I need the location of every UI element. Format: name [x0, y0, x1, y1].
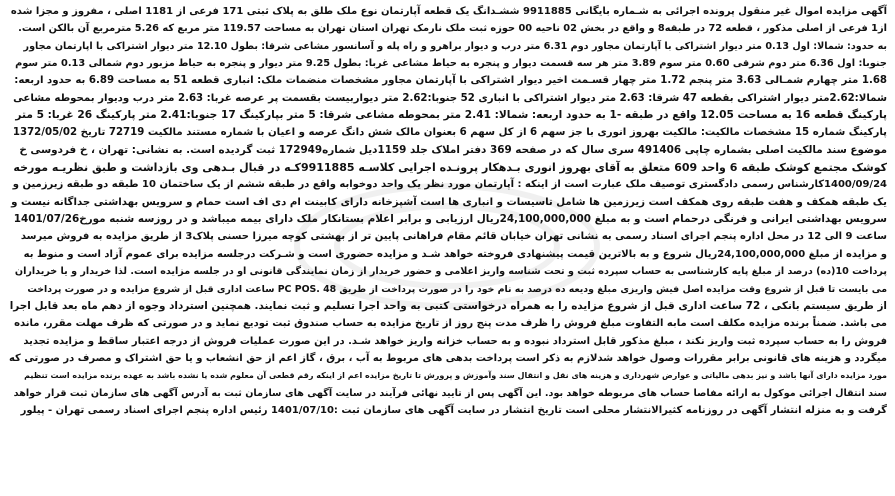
notice-line: می بایست تا قبل از شروع وقت مزایده اصل فیش واریزی مبلغ ودیعه ده درصد به نام خود را در صورت پرداخت از طریق PC POS. 48 ساعت اداری قبل از شروع مزایده و در صورت پرداخت: [27, 283, 887, 295]
notice-line: از طریق سیستم بانکی ، 72 ساعت اداری قبل از شروع مزایده را به همراه درخواستی کتبی به واحد اجرا تسلیم و ثبت نمایند. همچنین استرداد وجوه از دهم ماه بعد قابل اجرا: [9, 299, 887, 312]
notice-line: به حدود: شمالا: اول 0.13 متر دیوار اشتراکی با آپارتمان مجاور دوم 6.31 متر درب و دیوار براهرو و راه پله و آسانسور مشاعی شرقا: بطول 12.10 متر دیوار اشتراکی با اپارتمان مجاور: [23, 40, 887, 52]
notice-line: پارکینگ شماره 15 مشخصات مالکیت: مالکیت بهروز انوری با جز سهم 6 از کل سهم 6 بعنوان مالک شش دانگ عرصه و اعیان با شماره مستند مالکیت 72719 تاریخ 1372/05/02: [12, 127, 887, 139]
notice-line: موضوع سند مالکیت اصلی بشماره چاپی 491406 سری سال که در صفحه 369 دفتر املاک جلد 1159دیل شماره172949 ثبت گردیده است. به نشانی: تهران ، خ فردوسی خ: [19, 143, 887, 156]
notice-line: آگهی مزایده اموال غیر منقول پرونده اجرائی به شـماره بایگانی 9911885 ششـدانگ یک قطعه آپارتمان نوع ملک طلق به پلاک ثبتی 171 فرعی از 1181 اصلی ، مفروز و مجزا شده: [10, 6, 887, 17]
notice-line: می باشد. ضمناً برنده مزایده مکلف است مابه التفاوت مبلغ فروش را ظرف مدت پنج روز از تاریخ مزایده به حساب صندوق ثبت تودیع نماید و در صورتی که ظرف مهلت مقرر، مانده: [14, 318, 887, 330]
notice-line: میگردد و هزینه های قانونی برابر مقررات وصول خواهد شدلازم به ذکر است پرداخت بدهی های مربوط به آب ، برق ، گاز اعم از حق انشعاب و یا حق اشتراک و مصرف در صورتی که: [8, 352, 887, 364]
notice-line: و مزایده از مبلغ 24,100,000,000ریال شروع و به بالاترین قیمت پیشنهادی فروخته خواهد شـد و مزایده حضوری است و شـرکت درجلسه مزایده برای عموم آزاد است و منوط به: [23, 248, 887, 260]
notice-line: کوشک مجتمع کوشک طبقه 6 واحد 609 متعلق به آقای بهروز انوری بـدهکار پرونـده اجرایی کلاسـه 9911885کـه در قبال بـدهی وی بازداشت و طبق نظریـه مورخه: [13, 161, 887, 175]
notice-line: ساعت 9 الی 12 در محل اداره پنجم اجرای اسناد رسمی به نشانی تهران خیابان قائم مقام فراهانی پایین تر از بهشتی کوچه میرزا حسنی پلاک3 از طریق مزایده به فروش میرسد: [20, 231, 887, 243]
notice-line: 1.68 متر چهارم شمـالی 3.63 متر پنجم 1.72 متر چهار قسـمت اخیر دیوار اشتراکی با آپارتمان مجاور مشخصات منضمات ملک: انباری قطعه 51 به مساحت 6.89 به حدود اربعه:: [14, 75, 887, 87]
notice-line: شمالا:2.62متر دیوار اشتراکی بقطعه 47 شرقا: 2.63 متر دیوار اشتراکی با انباری 52 جنوبا:2.62 متر دیواربیست بقسمت پر عرصه غربا: 2.63 متر درب ودیوار بمحوطه مشاعی: [13, 92, 887, 104]
notice-line: گرفت و به منزله انتشار آگهی در روزنامه کثیرالانتشار محلی است تاریخ انتشار در سایت آگهی های سازمان ثبت :1401/07/10 رئیس اداره پنجم اجرای اسناد رسمی تهران - پیلور: [20, 404, 887, 416]
notice-line: جنوبا: اول 6.36 متر دوم شرقی 0.60 متر سوم 3.89 متر هر سه قسمت دیوار و پنجره به حیاط مشاعی غربا: بطول 9.25 متر دیوار و پنجره به حیاط مزبور دوم شمالی 0.13 متر سوم: [15, 58, 887, 70]
notice-line: پرداخت 10(ده) درصد از مبلغ پایه کارشناسی به حساب سپرده ثبت و تحت شناسه واریز اعلامی و حضور خریدار از زمان نمایندگی قانونی او در جلسه مزایده است. لذا خریدار و یا خریداران: [14, 266, 887, 278]
notice-line: سند انتقال اجرائی موکول به ارائه مفاصا حساب های مربوطه خواهد بود. این آگهی پس از تایید نهائی فرآیند در سایت آگهی های سازمان ثبت به آدرس آگهی های سازمان ثبت قرار خواهد: [13, 387, 887, 399]
notice-line: فروش را به حساب سپرده ثبت واریز نکند ، مبلغ مذکور قابل استرداد نبوده و به حساب خزانه واریز خواهد شـد. در این صورت عملیات فروش از درجه اعتبار ساقط و مزایده تجدید: [23, 335, 887, 347]
notice-line: سرویس بهداشتی ایرانی و فرنگی درحمام است و به مبلغ 24,100,000,000ریال ارزیابی و برابر اعلام بستانکار ملک دارای بیمه میباشد و در روزسه شنبه مورخ1401/07/26: [13, 213, 887, 226]
notice-line: 1400/09/24کارشناس رسمی دادگستری توصیف ملک عبارت است از اینکه : آپارتمان مورد نظر یک واحد دوخوابه واقع در طبقه ششم از یک ساختمان 10 طبقه دو طبقه زیرزمین و: [12, 179, 887, 191]
notice-line: مورد مزایده دارای آنها باشد و نیز بدهی مالیاتی و عوارض شهرداری و هزینه های نقل و انتقال سند وآموزش و پرورش تا تاریخ مزایده اعم از اینکه رقم قطعی آن معلوم شده یا نشده باشد به عهده برنده مزایده است تنظیم: [24, 371, 887, 381]
auction-notice-text: [8, 3, 887, 419]
notice-line: از1 فرعی از اصلی مذکور ، قطعه 72 در طبقه8 و واقع در بخش 02 ناحیه 00 حوزه ثبت ملک نارمک تهران استان تهران به مساحت 119.57 متر مربع که 5.26 مترمربع آن بالکن است.: [18, 23, 887, 35]
notice-line: پارکینگ قطعه 16 به مساحت 12.05 واقع در طبقه -1 به حدود اربعه: شمالا: 2.41 متر بمحوطه مشاعی شرقا: 5 متر بپارکینگ 17 جنوبا:2.41 متر پارکینگ 26 غربا: 5 متر: [15, 109, 887, 122]
notice-line: یک طبقه همکف و هفت طبقه روی همکف است زیرزمین ها شامل تاسیسات و انباری ها است آشپزخانه دارای کابینت ام دی اف است حمام و سرویس بهداشتی جداگانه نیست و: [11, 196, 887, 208]
